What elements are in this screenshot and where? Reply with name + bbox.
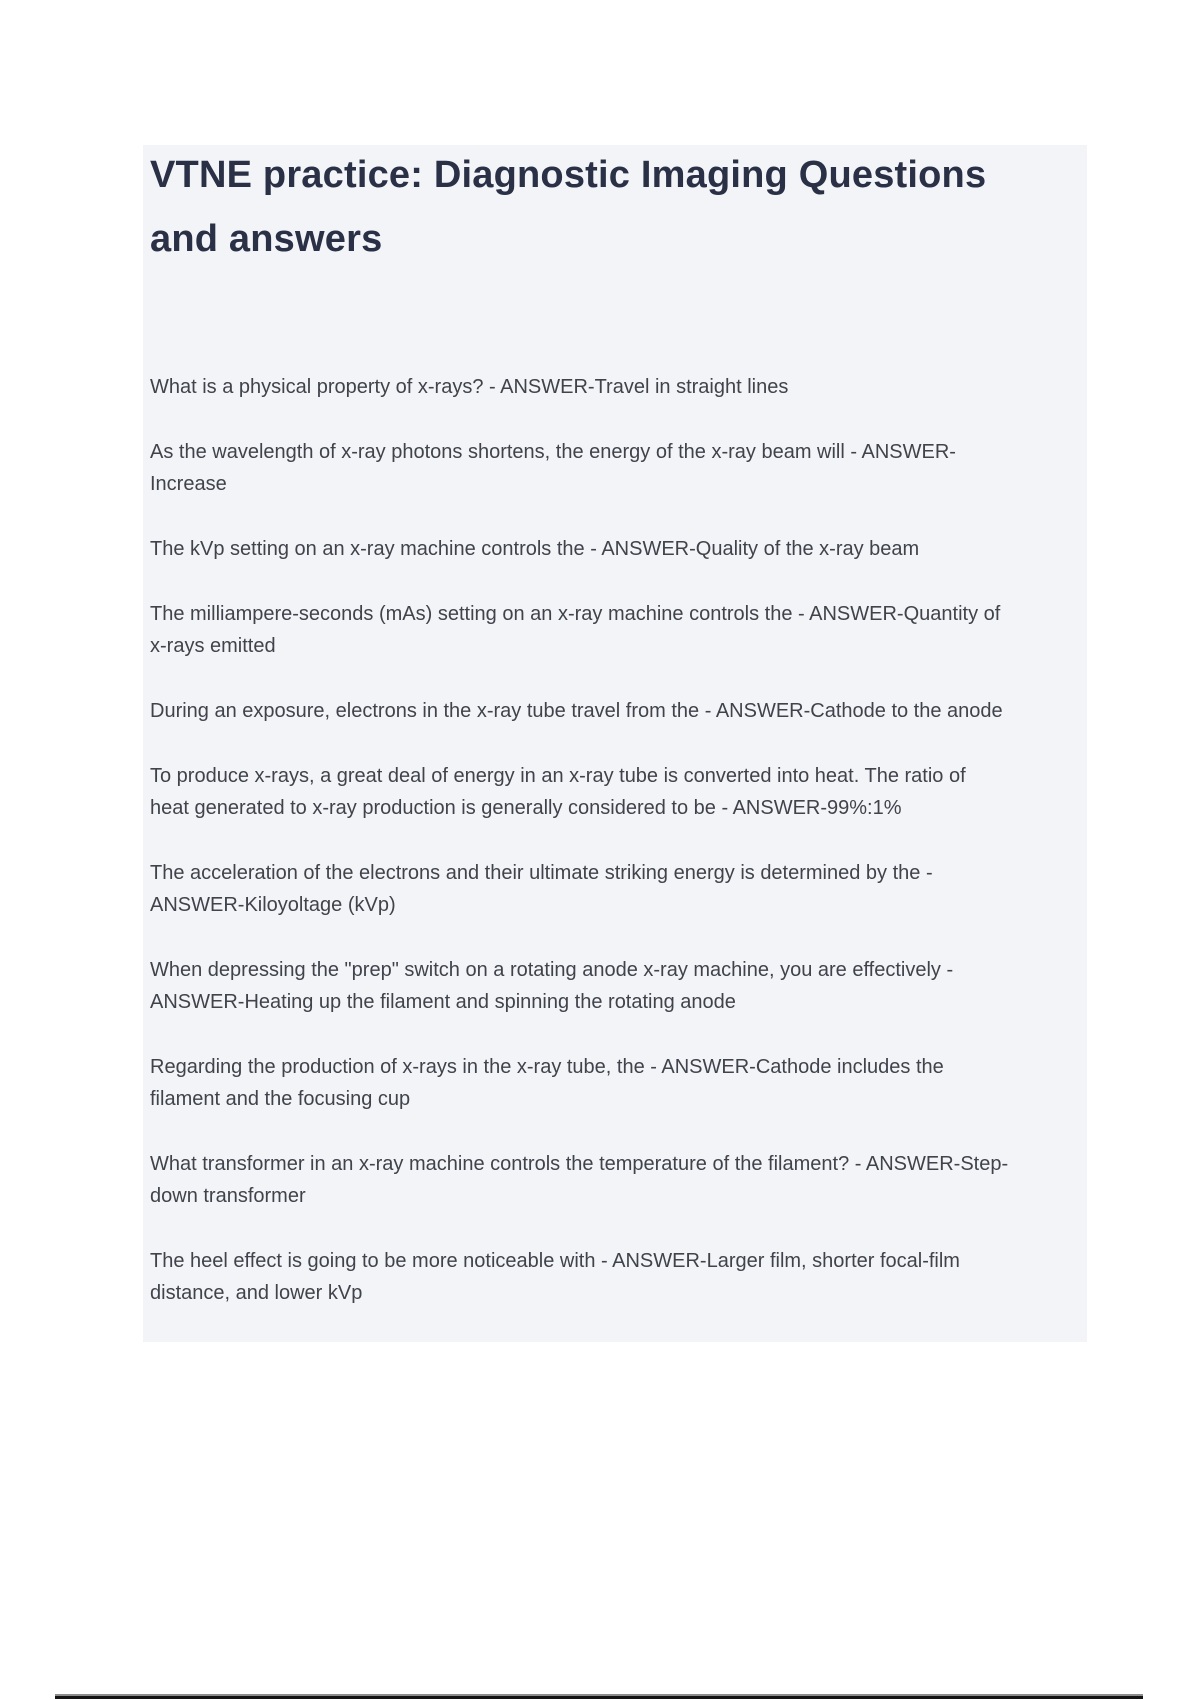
qa-paragraph: What is a physical property of x-rays? - ANSWER-Travel in straight lines xyxy=(150,376,789,398)
qa-paragraph: Regarding the production of x-rays in the x-ray tube, the - ANSWER-Cathode includes the filament and the focusing cup xyxy=(150,1056,944,1110)
qa-paragraph: To produce x-rays, a great deal of energy in an x-ray tube is converted into heat. The ratio of heat generated to x-ray production is generally considered to be - ANSWER-99%:1% xyxy=(150,765,966,819)
qa-paragraph: As the wavelength of x-ray photons shortens, the energy of the x-ray beam will - ANSWER-Increase xyxy=(150,441,956,495)
qa-paragraph: During an exposure, electrons in the x-ray tube travel from the - ANSWER-Cathode to the anode xyxy=(150,700,1003,722)
page-bottom-divider xyxy=(55,1694,1143,1699)
qa-paragraph: What transformer in an x-ray machine controls the temperature of the filament? - ANSWER-Step-down transformer xyxy=(150,1153,1009,1207)
document-card xyxy=(143,145,1087,1342)
document-title: VTNE practice: Diagnostic Imaging Questions and answers xyxy=(150,154,987,260)
qa-paragraph: The acceleration of the electrons and their ultimate striking energy is determined by the - ANSWER-Kiloyoltage (kVp) xyxy=(150,862,933,916)
qa-paragraph: When depressing the "prep" switch on a rotating anode x-ray machine, you are effectively - ANSWER-Heating up the filament and spinning the rotating anode xyxy=(150,959,954,1013)
qa-paragraph: The heel effect is going to be more noticeable with - ANSWER-Larger film, shorter focal-film distance, and lower kVp xyxy=(150,1250,960,1304)
qa-paragraph: The kVp setting on an x-ray machine controls the - ANSWER-Quality of the x-ray beam xyxy=(150,538,920,560)
qa-paragraph: The milliampere-seconds (mAs) setting on an x-ray machine controls the - ANSWER-Quantity of x-rays emitted xyxy=(150,603,1001,657)
